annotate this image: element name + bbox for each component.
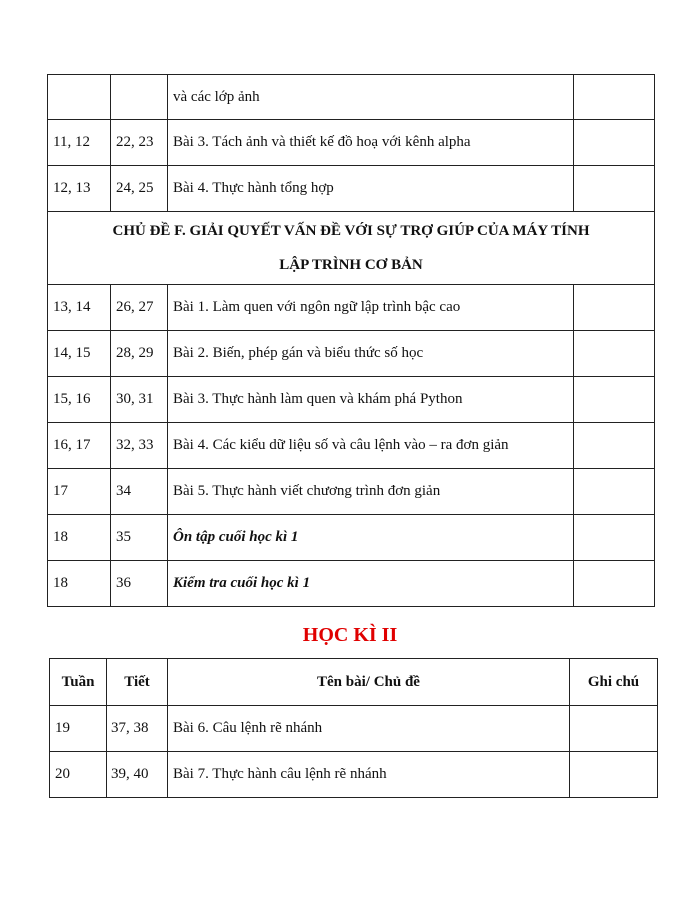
period-cell: 30, 31	[111, 377, 168, 423]
period-cell: 39, 40	[107, 752, 168, 798]
table-row	[48, 423, 655, 469]
period-cell: 36	[111, 561, 168, 607]
period-cell: 22, 23	[111, 120, 168, 166]
lesson-cell: Bài 4. Thực hành tổng hợp	[168, 166, 574, 212]
table-row	[48, 515, 655, 561]
lesson-cell: Ôn tập cuối học kì 1	[168, 515, 574, 561]
lesson-cell: Bài 1. Làm quen với ngôn ngữ lập trình bậc cao	[168, 285, 574, 331]
week-cell: 18	[48, 561, 111, 607]
period-cell: 35	[111, 515, 168, 561]
lesson-cell: Bài 2. Biến, phép gán và biểu thức số học	[168, 331, 574, 377]
note-cell	[574, 469, 655, 515]
topic-heading	[48, 212, 655, 285]
table-row	[48, 75, 655, 120]
period-cell: 28, 29	[111, 331, 168, 377]
table-row	[48, 377, 655, 423]
lesson-cell: Bài 6. Câu lệnh rẽ nhánh	[168, 706, 570, 752]
week-cell: 20	[50, 752, 107, 798]
table-row	[50, 752, 658, 798]
week-cell: 12, 13	[48, 166, 111, 212]
note-cell	[574, 423, 655, 469]
note-cell	[574, 75, 655, 120]
week-cell: 14, 15	[48, 331, 111, 377]
semester1-table	[47, 74, 655, 607]
note-cell	[574, 377, 655, 423]
semester2-title: HỌC KÌ II	[302, 624, 398, 646]
lesson-cell: Bài 4. Các kiểu dữ liệu số và câu lệnh vào – ra đơn giản	[168, 423, 574, 469]
note-cell	[574, 515, 655, 561]
note-cell	[574, 285, 655, 331]
period-cell	[111, 75, 168, 120]
week-cell: 15, 16	[48, 377, 111, 423]
lesson-cell: Kiểm tra cuối học kì 1	[168, 561, 574, 607]
table-row	[48, 331, 655, 377]
note-cell	[570, 752, 658, 798]
period-cell: 34	[111, 469, 168, 515]
semester2-table	[49, 658, 658, 798]
period-cell: 24, 25	[111, 166, 168, 212]
week-cell: 19	[50, 706, 107, 752]
table-header-row	[50, 659, 658, 706]
lesson-cell: Bài 3. Thực hành làm quen và khám phá Python	[168, 377, 574, 423]
table-row	[48, 469, 655, 515]
period-cell: 37, 38	[107, 706, 168, 752]
week-cell	[48, 75, 111, 120]
week-cell: 11, 12	[48, 120, 111, 166]
lesson-cell: Bài 5. Thực hành viết chương trình đơn giản	[168, 469, 574, 515]
note-header: Ghi chú	[570, 659, 658, 706]
note-cell	[574, 331, 655, 377]
table-row	[48, 166, 655, 212]
week-cell: 18	[48, 515, 111, 561]
topic-line-1: CHỦ ĐỀ F. GIẢI QUYẾT VẤN ĐỀ VỚI SỰ TRỢ GIÚP CỦA MÁY TÍNH	[112, 223, 590, 239]
lesson-cell: Bài 3. Tách ảnh và thiết kế đồ hoạ với kênh alpha	[168, 120, 574, 166]
table-row	[48, 120, 655, 166]
week-cell: 16, 17	[48, 423, 111, 469]
week-header: Tuần	[50, 659, 107, 706]
topic-line-2: LẬP TRÌNH CƠ BẢN	[279, 257, 423, 273]
table-row	[48, 561, 655, 607]
period-header: Tiết	[107, 659, 168, 706]
lesson-cell: Bài 7. Thực hành câu lệnh rẽ nhánh	[168, 752, 570, 798]
topic-row	[48, 212, 655, 285]
table-row	[48, 285, 655, 331]
note-cell	[574, 561, 655, 607]
period-cell: 32, 33	[111, 423, 168, 469]
period-cell: 26, 27	[111, 285, 168, 331]
note-cell	[570, 706, 658, 752]
lesson-header: Tên bài/ Chủ đề	[168, 659, 570, 706]
week-cell: 17	[48, 469, 111, 515]
note-cell	[574, 120, 655, 166]
week-cell: 13, 14	[48, 285, 111, 331]
table-row	[50, 706, 658, 752]
lesson-cell: và các lớp ảnh	[168, 75, 574, 120]
note-cell	[574, 166, 655, 212]
